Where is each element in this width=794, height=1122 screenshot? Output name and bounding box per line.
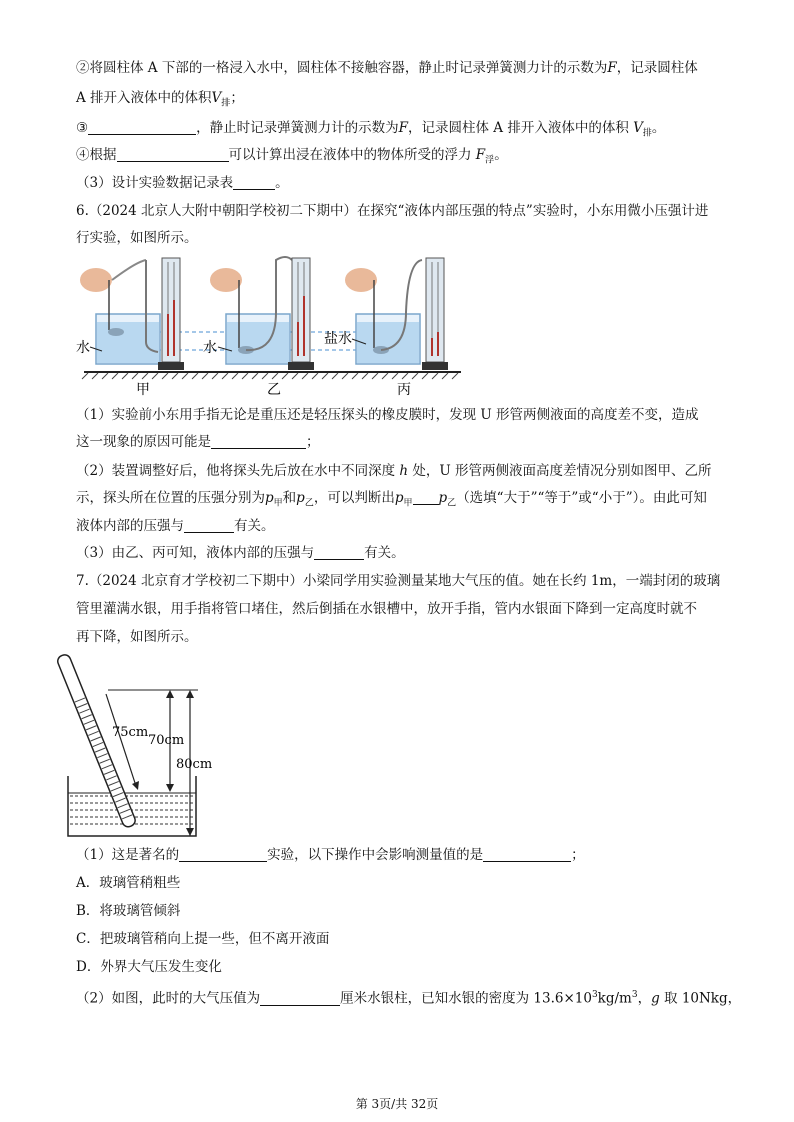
q7-p2-g: g xyxy=(651,990,660,1007)
setup-yi xyxy=(210,257,314,370)
q6-p2-p2: p xyxy=(296,490,305,506)
q7-option-b[interactable]: B．将玻璃管倾斜 xyxy=(76,903,181,919)
setup-jia xyxy=(80,258,184,370)
q6-p2-line3 xyxy=(76,516,275,536)
q7-option-d[interactable]: D．外界大气压发生变化 xyxy=(76,959,222,975)
q7-p2-sup2: 3 xyxy=(631,990,638,1000)
q7-stem-line2: 管里灌满水银，用手指将管口堵住，然后倒插在水银槽中，放开手指，管内水银面下降到一定高度时就不 xyxy=(76,601,697,617)
page-footer: 第 3页/共 32页 xyxy=(355,1097,439,1111)
q6-p2-blank-factor[interactable] xyxy=(184,518,234,533)
q6-pressure-gauge-figure xyxy=(76,252,466,400)
q5-step3-F: F xyxy=(398,120,408,136)
q6-p2-text-f: 液体内部的压强与 xyxy=(76,518,184,534)
label-jia: 甲 xyxy=(136,382,150,398)
q7-p1-line xyxy=(76,845,585,865)
label-yi: 乙 xyxy=(267,382,281,398)
q7-stem-line3: 再下降，如图所示。 xyxy=(76,629,198,645)
q6-p2-p1: p xyxy=(265,490,274,506)
q5-step3-num: ③ xyxy=(76,120,89,136)
q5-step3-Vsub: 排 xyxy=(642,128,652,139)
q6-p2-sub4: 乙 xyxy=(447,498,457,509)
q6-p2-text-c: 示，探头所在位置的压强分别为 xyxy=(76,490,265,506)
q6-p2-p4: p xyxy=(438,490,448,506)
q5-step3-blank[interactable] xyxy=(88,120,196,135)
q5-step2-V: V xyxy=(211,90,222,106)
q6-p2-text-e: （选填“大于”“等于”或“小于”）。由此可知 xyxy=(456,490,707,506)
q6-p2-p3: p xyxy=(394,490,404,506)
q7-stem-line1: 7.（2024 北京育才学校初二下期中）小梁同学用实验测量某地大气压的值。她在长约 1m，一端封闭的玻璃 xyxy=(76,573,721,589)
q7-p2-text-d: ， xyxy=(637,990,652,1007)
q6-p2-and: 和 xyxy=(282,490,297,506)
q5-step2-line1 xyxy=(76,58,698,78)
q5-step2-text: ②将圆柱体 A 下部的一格浸入水中，圆柱体不接触容器，静止时记录弹簧测力计的示数为 xyxy=(76,60,608,76)
label-salt-water: 盐水 xyxy=(324,331,352,347)
label-water-2: 水 xyxy=(203,340,217,356)
q6-p2-blank-compare[interactable] xyxy=(413,490,439,505)
q5-part3-blank[interactable] xyxy=(233,175,275,190)
label-bing: 丙 xyxy=(397,382,411,398)
q5-step3-text: ，静止时记录弹簧测力计的示数为 xyxy=(196,120,399,136)
q6-p3-line xyxy=(76,543,405,563)
q7-p2-text: （2）如图，此时的大气压值为 xyxy=(76,990,261,1007)
q5-step3-end: 。 xyxy=(651,120,666,136)
q7-p1-blank-option[interactable] xyxy=(483,847,571,862)
q5-step2-F: F xyxy=(607,60,617,76)
q6-p1-text: 这一现象的原因可能是 xyxy=(76,434,211,450)
q5-step4-blank[interactable] xyxy=(117,147,229,162)
q5-step2-text-b: ，记录圆柱体 xyxy=(616,60,698,76)
q6-p1-blank[interactable] xyxy=(211,434,306,449)
q6-p3-end: 有关。 xyxy=(364,545,405,561)
q7-p1-text-b: 实验，以下操作中会影响测量值的是 xyxy=(267,847,484,863)
q5-step2-text-c: A 排开入液体中的体积 xyxy=(76,90,212,106)
label-70cm: 70cm xyxy=(148,733,185,748)
q5-step4-text-b: 可以计算出浸在液体中的物体所受的浮力 xyxy=(228,147,472,163)
q7-option-a[interactable]: A．玻璃管稍粗些 xyxy=(76,875,181,891)
q5-step4-end: 。 xyxy=(494,147,508,163)
q6-p2-text-a: （2）装置调整好后，他将探头先后放在水中不同深度 xyxy=(76,463,396,479)
q6-p2-sub1: 甲 xyxy=(273,498,283,509)
q5-step2-Vsub: 排 xyxy=(221,98,231,109)
q5-part3-end: 。 xyxy=(275,175,289,191)
q5-step4-line xyxy=(76,145,508,171)
q6-p3-text: （3）由乙、丙可知，液体内部的压强与 xyxy=(76,545,315,561)
q7-p2-text-c: kg/m xyxy=(597,990,632,1007)
q5-step2-end: ； xyxy=(230,90,244,106)
q6-p2-sub3: 甲 xyxy=(403,498,413,509)
q6-p2-line1 xyxy=(76,461,712,481)
q7-p1-end: ； xyxy=(571,847,585,863)
q7-option-c[interactable]: C．把玻璃管稍向上提一些，但不离开液面 xyxy=(76,931,330,947)
q6-p1-end: ； xyxy=(306,434,320,450)
q7-p2-line xyxy=(76,985,741,1009)
q5-step4-F: F xyxy=(475,147,486,163)
label-75cm: 75cm xyxy=(112,725,149,740)
q6-p1-line2 xyxy=(76,432,320,452)
q7-p1-blank-name[interactable] xyxy=(179,847,267,862)
q6-stem-line1: 6.（2024 北京人大附中朝阳学校初二下期中）在探究“液体内部压强的特点”实验时，小东用微小压强计进 xyxy=(76,203,709,219)
q5-step4-Fsub: 浮 xyxy=(485,155,495,166)
q5-step3-line xyxy=(76,118,665,144)
q7-torricelli-figure xyxy=(66,650,213,840)
q6-p2-text-d: ，可以判断出 xyxy=(313,490,395,506)
q6-p2-text-b: 处，U 形管两侧液面高度差情况分别如图甲、乙所 xyxy=(412,463,712,479)
q6-stem-line2: 行实验，如图所示。 xyxy=(76,230,198,246)
q6-p2-h: h xyxy=(399,463,409,479)
setup-bing xyxy=(345,258,448,370)
q7-p2-text-e: 取 10Nkg， xyxy=(659,990,742,1007)
label-water-1: 水 xyxy=(76,340,90,356)
q5-step3-V: V xyxy=(633,120,643,136)
q6-p3-blank[interactable] xyxy=(314,545,364,560)
q7-p2-text-b: 厘米水银柱，已知水银的密度为 13.6×10 xyxy=(340,990,592,1007)
q7-p2-blank[interactable] xyxy=(260,991,340,1006)
q5-step4-text: ④根据 xyxy=(76,147,117,163)
q5-step3-text-c: ，记录圆柱体 A 排开入液体中的体积 xyxy=(407,120,629,136)
q7-p1-text: （1）这是著名的 xyxy=(76,847,180,863)
q5-step2-line2 xyxy=(76,88,244,114)
q7-p2-sup: 3 xyxy=(591,990,598,1000)
q6-p2-line2 xyxy=(76,488,707,514)
label-80cm: 80cm xyxy=(176,757,213,772)
q5-part3-line xyxy=(76,173,289,193)
q6-p2-sub2: 乙 xyxy=(304,498,314,509)
q6-p2-end: 有关。 xyxy=(234,518,275,534)
q5-part3-text: （3）设计实验数据记录表 xyxy=(76,175,234,191)
q6-p1-line1: （1）实验前小东用手指无论是重压还是轻压探头的橡皮膜时，发现 U 形管两侧液面的高度差不变，造成 xyxy=(76,407,699,423)
